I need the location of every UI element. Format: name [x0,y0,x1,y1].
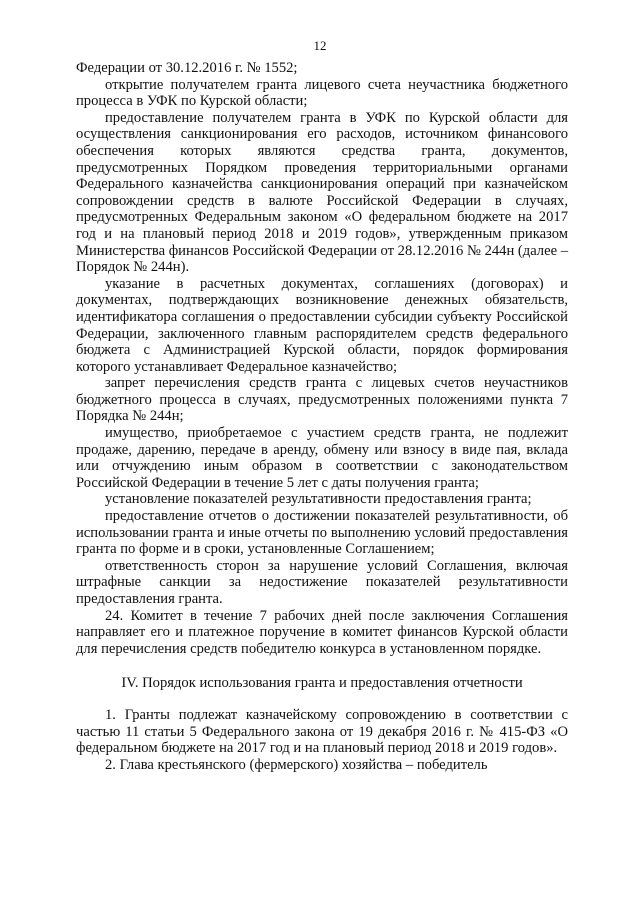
paragraph-9: 24. Комитет в течение 7 рабочих дней после заключения Соглашения направляет его и платежное поручение в комитет финансов Курской области для перечисления средств победителю конкурса в установленном порядке. [76,607,568,657]
paragraph-3: указание в расчетных документах, соглашениях (договорах) и документах, подтверждающих возникновение денежных обязательств, идентификатора соглашения о предоставлении субсидии субъекту Российской Федерации, заключенного главным распорядителем средств федерального бюджета с Администрацией Курской области, порядок формирования которого устанавливает Федеральное казначейство; [76,275,568,375]
paragraph-0: Федерации от 30.12.2016 г. № 1552; [76,60,298,76]
paragraph-2: предоставление получателем гранта в УФК по Курской области для осуществления санкционирования его расходов, источником финансового обеспечения которых являются средства гранта, документов, предусмотренных Порядком проведения территориальными органами Федерального казначейства санкционирования операций при казначейском сопровождении средств в валюте Российской Федерации в случаях, предусмотренных Федеральным законом «О федеральном бюджете на 2017 год и на плановый период 2018 и 2019 годов», утвержденным приказом Министерства финансов Российской Федерации от 28.12.2016 № 244н (далее – Порядок № 244н). [76,109,568,276]
paragraph-1: открытие получателем гранта лицевого счета неучастника бюджетного процесса в УФК по Курской области; [76,76,568,110]
paragraph-5: имущество, приобретаемое с участием средств гранта, не подлежит продаже, дарению, передаче в аренду, обмену или взносу в виде пая, вклада или отчуждению иным образом в соответствии с законодательством Российской Федерации в течение 5 лет с даты получения гранта; [76,425,568,491]
document-body [76,60,568,773]
paragraph-8: ответственность сторон за нарушение условий Соглашения, включая штрафные санкции за недостижение показателей результативности предоставления гранта. [76,557,568,607]
paragraph-6: установление показателей результативности предоставления гранта; [105,491,532,508]
page-number: 12 [313,38,327,53]
paragraph-4: запрет перечисления средств гранта с лицевых счетов неучастников бюджетного процесса в случаях, предусмотренных положениями пункта 7 Порядка № 244н; [76,375,568,425]
section-paragraph-0: 1. Гранты подлежат казначейскому сопровождению в соответствии с частью 11 статьи 5 Федерального закона от 19 декабря 2016 г. № 415-ФЗ «О федеральном бюджете на 2017 год и на плановый период 2018 и 2019 годов». [76,706,568,757]
section-heading: IV. Порядок использования гранта и предоставления отчетности [121,675,523,692]
section-paragraph-1: 2. Глава крестьянского (фермерского) хозяйства – победитель [105,756,488,773]
paragraph-7: предоставление отчетов о достижении показателей результативности, об использовании гранта и иные отчеты по выполнению условий предоставления гранта по форме и в сроки, установленные Соглашением; [76,508,568,558]
